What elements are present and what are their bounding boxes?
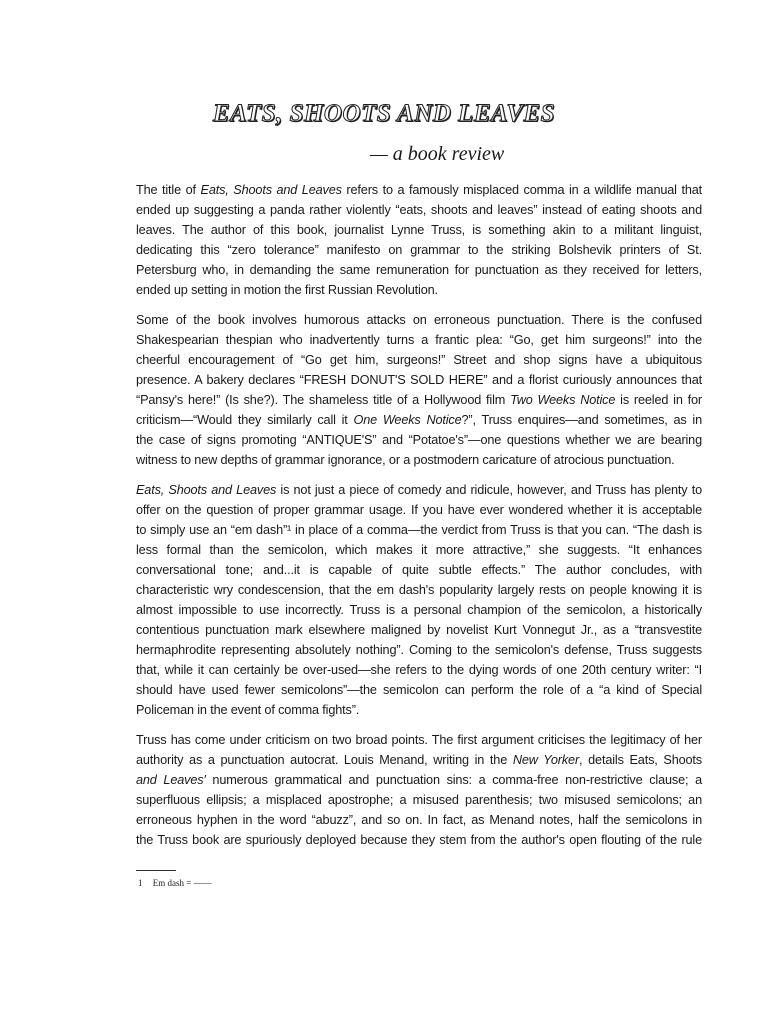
text-line: presence. A bakery declares “FRESH DONUT'S SOLD HERE” and a florist curiously announces that (136, 373, 702, 387)
text-line: contentious punctuation mark elsewhere maligned by novelist Kurt Vonnegut Jr., as a “transvestite (136, 623, 702, 637)
text-line: and Leaves' numerous grammatical and punctuation sins: a comma-free non-restrictive clause; a (136, 773, 702, 787)
text-line: Shakespearian thespian who inadvertently turns a frantic plea: “Go, get him surgeons!” into the (136, 333, 702, 347)
page-subtitle: — a book review (370, 143, 505, 165)
text-line: “Pansy's here!” (Is she?). The shameless title of a Hollywood film Two Weeks Notice is reeled in for (136, 393, 702, 407)
text-line: witness to new depths of grammar ignorance, or a postmodern caricature of atrocious punctuation. (136, 453, 675, 467)
text-line: hermaphrodite representing absolutely nothing”. Coming to the semicolon's defense, Truss suggests (136, 643, 702, 657)
text-line: Eats, Shoots and Leaves is not just a piece of comedy and ridicule, however, and Truss has plenty to (136, 483, 702, 497)
footnote-number: 1 (138, 878, 143, 888)
text-line: criticism—“Would they similarly call it One Weeks Notice?”, Truss enquires—and sometimes, as in (136, 413, 702, 427)
text-line: characteristic wry condescension, that the em dash's popularity largely rests on people knowing it is (136, 583, 702, 597)
text-line: conversational tone; and...it is capable of quite subtle effects.” The author concludes, with (136, 563, 702, 577)
text-line: ended up suggesting a panda rather violently “eats, shoots and leaves” instead of eating shoots and (136, 203, 702, 217)
text-line: leaves. The author of this book, journalist Lynne Truss, is something akin to a militant linguist, (136, 223, 702, 237)
text-line: Some of the book involves humorous attacks on erroneous punctuation. There is the confused (136, 313, 702, 327)
text-line: dedicating this “zero tolerance” manifesto on grammar to the striking Bolshevik printers of St. (136, 243, 702, 257)
text-line: Truss has come under criticism on two broad points. The first argument criticises the legitimacy of her (136, 733, 702, 747)
text-line: should have used fewer semicolons”—the semicolon can perform the role of a “a kind of Special (136, 683, 702, 697)
footnote-text: Em dash = —— (152, 878, 212, 888)
text-line: erroneous hyphen in the word “abuzz”, and so on. In fact, as Menand notes, half the semicolons in (136, 813, 702, 827)
text-line: to simply use an “em dash”¹ in place of a comma—the verdict from Truss is that you can. “The dash is (136, 523, 702, 537)
text-line: less formal than the semicolon, which makes it more attractive,” she suggests. “It enhances (136, 543, 702, 557)
text-line: Petersburg who, in demanding the same remuneration for punctuation as they received for letters, (136, 263, 702, 277)
text-line: the case of signs promoting “ANTIQUE'S” and “Potatoe's”—one questions whether we are bearing (136, 433, 702, 447)
footnote-divider (136, 870, 176, 871)
text-line: cheerful encouragement of “Go get him, surgeons!” Street and shop signs have a ubiquitous (136, 353, 702, 367)
text-line: almost impossible to use incorrectly. Truss is a personal champion of the semicolon, a historically (136, 603, 702, 617)
text-line: offer on the question of proper grammar usage. If you have ever wondered whether it is acceptable (136, 503, 702, 517)
paragraph-4 (136, 730, 702, 850)
text-line: superfluous ellipsis; a misplaced apostrophe; a misused parenthesis; two misused semicolons; an (136, 793, 702, 807)
page-title: EATS, SHOOTS AND LEAVES (212, 100, 556, 127)
text-line: The title of Eats, Shoots and Leaves refers to a famously misplaced comma in a wildlife manual that (136, 183, 703, 197)
text-line: that, while it can certainly be over-used—she refers to the dying words of one 20th century writer: “I (136, 663, 702, 677)
text-line: Policeman in the event of comma fights”. (136, 703, 360, 717)
article-body (136, 180, 702, 860)
paragraph-3 (136, 480, 702, 720)
text-line: authority as a punctuation autocrat. Louis Menand, writing in the New Yorker, details Eats, Shoots (136, 753, 702, 767)
text-line: ended up setting in motion the first Russian Revolution. (136, 283, 438, 297)
paragraph-2 (136, 310, 702, 470)
footnote (138, 878, 212, 888)
text-line: the Truss book are spuriously deployed because they stem from the author's open flouting of the rule (136, 833, 702, 847)
paragraph-1 (136, 180, 702, 300)
